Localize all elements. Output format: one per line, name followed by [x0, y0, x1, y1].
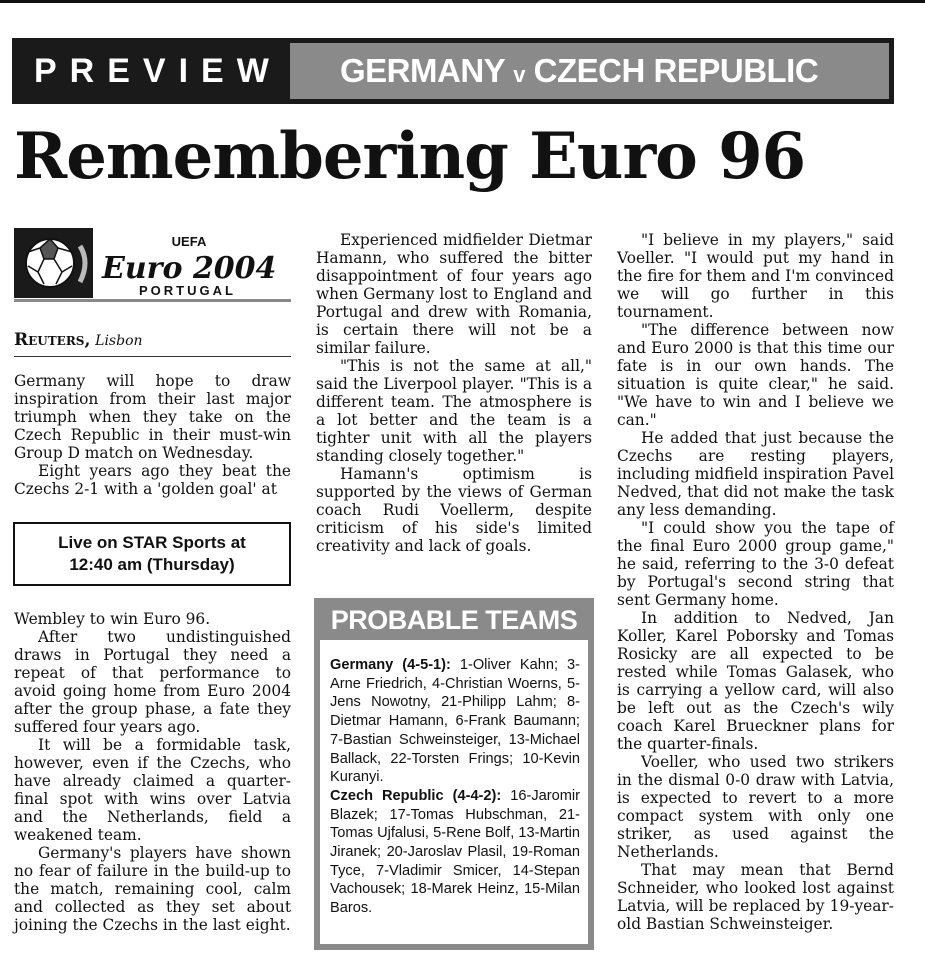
probable-teams-body: [320, 640, 588, 944]
logo-rule: [14, 299, 291, 302]
paragraph: Germany will hope to draw inspiration from their last major triumph when they take on the Czech Republic in their must-win Group D match on Wednesday.: [14, 372, 291, 462]
broadcast-box: [13, 522, 291, 586]
paragraph: "I believe in my players," said Voeller. "I would put my hand in the fire for them and I'm convinced we will go further in this tournament.: [617, 231, 894, 321]
column-3: [617, 231, 894, 933]
column-1-top: [14, 372, 291, 498]
logo-main-text: Euro 2004: [102, 251, 277, 286]
paragraph: Experienced midfielder Dietmar Hamann, who suffered the bitter disappointment of four years ago when Germany lost to England and Portugal and drew with Romania, is certain there will not be a similar failure.: [316, 231, 592, 357]
byline: [14, 330, 143, 350]
top-rule: [0, 0, 925, 3]
germany-lineup: [330, 656, 580, 787]
logo-uefa-text: UEFA: [171, 234, 207, 249]
paragraph: Voeller, who used two strikers in the dismal 0-0 draw with Latvia, is expected to revert to a more compact system with only one striker, as used against the Netherlands.: [617, 753, 894, 861]
czech-formation: Czech Republic (4-4-2):: [330, 787, 502, 804]
headline: Remembering Euro 96: [14, 119, 806, 194]
byline-rule: [14, 356, 291, 357]
logo-portugal-text: PORTUGAL: [139, 283, 236, 298]
paragraph: After two undistinguished draws in Portugal they need a repeat of that performance to avoid going home from Euro 2004 after the group phase, a fate they suffered four years ago.: [14, 628, 291, 736]
probable-teams-box: [314, 598, 594, 950]
paragraph: "The difference between now and Euro 2000 is that this time our fate is in our own hands. The situation is quite clear," he said. "We have to win and I believe we can.": [617, 321, 894, 429]
paragraph: He added that just because the Czechs are resting players, including midfield inspiration Pavel Nedved, that did not make the task any less demanding.: [617, 429, 894, 519]
paragraph: In addition to Nedved, Jan Koller, Karel Poborsky and Tomas Rosicky are all expected to be rested while Tomas Galasek, who is carrying a yellow card, will also be left out as the Czech's wily coach Karel Brueckner plans for the quarter-finals.: [617, 609, 894, 753]
broadcast-line-1: Live on STAR Sports at: [58, 533, 246, 552]
match-title: [290, 43, 889, 99]
preview-banner: [12, 38, 894, 104]
probable-teams-title: PROBABLE TEAMS: [330, 605, 578, 635]
germany-formation: Germany (4-5-1):: [330, 657, 451, 673]
paragraph: Germany's players have shown no fear of failure in the build-up to the match, remaining cool, calm and collected as they set about joining the Czechs in the last eight.: [14, 844, 291, 934]
paragraph: "I could show you the tape of the final Euro 2000 group game," he said, referring to the 3-0 defeat by Portugal's second string that sent Germany home.: [617, 519, 894, 609]
byline-place: Lisbon: [95, 333, 143, 349]
team-czech: CZECH REPUBLIC: [533, 52, 819, 89]
germany-players: 1-Oliver Kahn; 3-Arne Friedrich, 4-Christian Woerns, 5-Jens Nowotny, 21-Philipp Lahm; 8-Dietmar Hamann, 6-Frank Baumann; 7-Bastian Schweinsteiger, 13-Michael Ballack, 22-Torsten Frings; 10-Kevin Kuranyi.: [330, 657, 580, 786]
team-germany: GERMANY: [340, 52, 505, 89]
column-2: [316, 231, 592, 555]
czech-players: 16-Jaromir Blazek; 17-Tomas Hubschman, 21-Tomas Ujfalusi, 5-Rene Bolf, 13-Martin Jiranek; 20-Jaroslav Plasil, 19-Roman Tyce, 7-Vladimir Smicer, 14-Stepan Vachousek; 18-Marek Heinz, 15-Milan Baros.: [330, 787, 581, 917]
broadcast-line-2: 12:40 am (Thursday): [69, 555, 235, 574]
paragraph: It will be a formidable task, however, even if the Czechs, who have already claimed a quarter-final spot with wins over Latvia and the Netherlands, field a weakened team.: [14, 736, 291, 844]
versus: v: [513, 62, 525, 87]
paragraph: "This is not the same at all," said the Liverpool player. "This is a different team. The atmosphere is a lot better and the team is a tighter unit with all the players standing closely together.": [316, 357, 592, 465]
paragraph: Hamann's optimism is supported by the views of German coach Rudi Voellerm, despite criticism of his side's limited creativity and lack of goals.: [316, 465, 592, 555]
paragraph: That may mean that Bernd Schneider, who looked lost against Latvia, will be replaced by 19-year-old Bastian Schweinsteiger.: [617, 861, 894, 933]
euro-2004-logo: [14, 226, 291, 302]
paragraph: Wembley to win Euro 96.: [14, 610, 211, 628]
czech-lineup: [330, 787, 580, 918]
preview-label: PREVIEW: [34, 52, 282, 90]
paragraph: Eight years ago they beat the Czechs 2-1 with a 'golden goal' at: [14, 462, 291, 498]
byline-agency: Reuters,: [14, 330, 91, 350]
column-1-bottom: [14, 610, 291, 934]
